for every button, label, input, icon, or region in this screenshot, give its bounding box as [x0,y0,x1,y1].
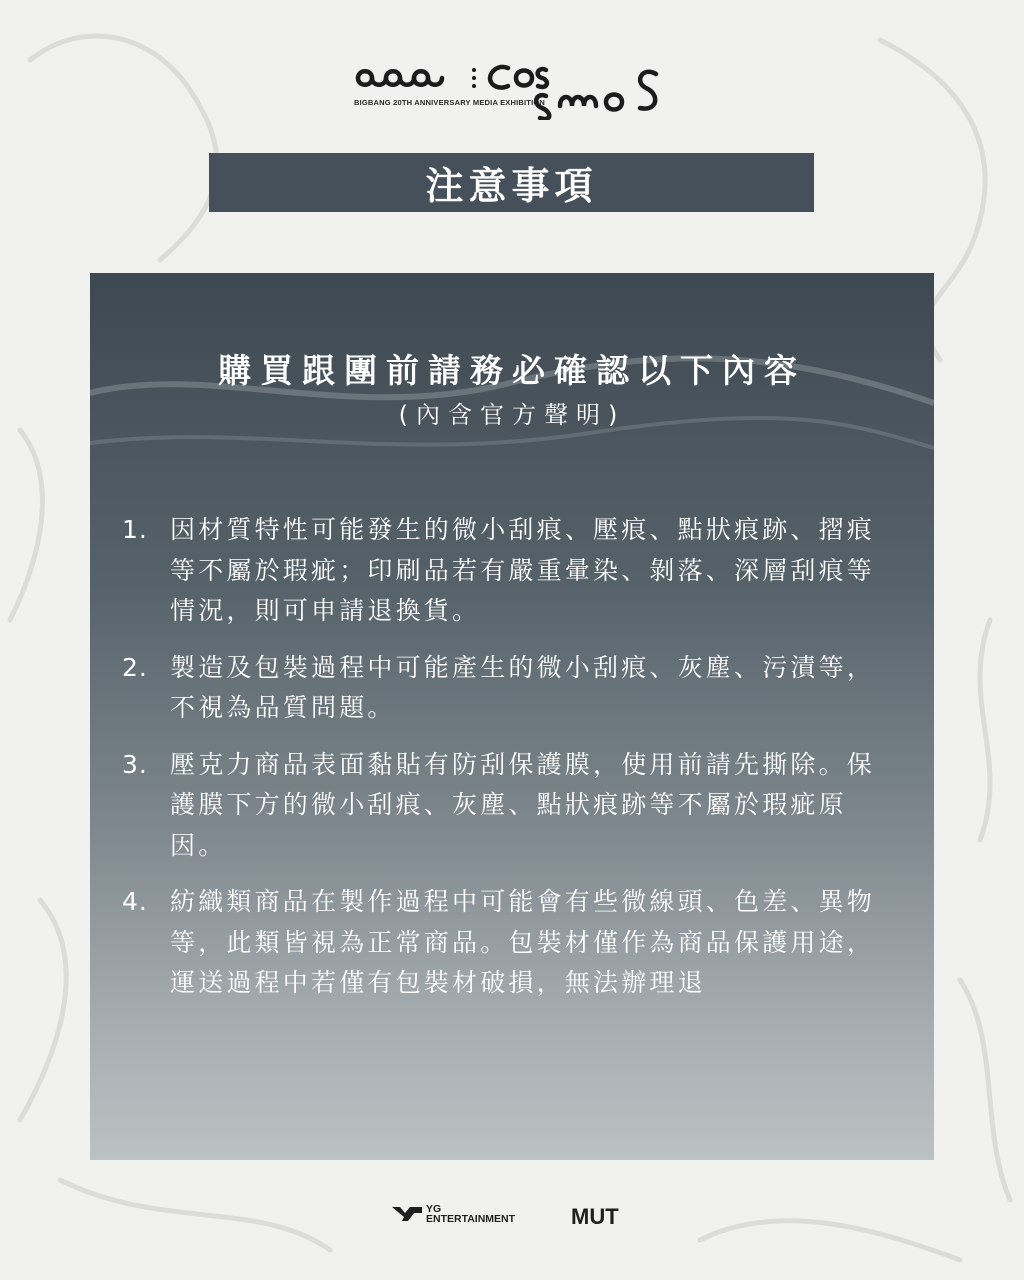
yg-mark-icon [392,1205,422,1223]
yg-entertainment-logo [392,1204,515,1224]
notice-list [122,510,892,1020]
item-text: 壓克力商品表面黏貼有防刮保護膜，使用前請先撕除。保護膜下方的微小刮痕、灰塵、點狀痕跡等不屬於瑕疵原因。 [170,749,876,860]
cosmos-logo-icon [350,56,680,120]
item-number: 2. [122,652,148,682]
list-item [122,745,892,867]
panel-heading: 購買跟團前請務必確認以下內容 [218,351,806,390]
notice-panel [90,273,934,1160]
item-number: 3. [122,749,148,779]
item-number: 4. [122,887,148,916]
item-text: 因材質特性可能發生的微小刮痕、壓痕、點狀痕跡、摺痕等不屬於瑕疵；印刷品若有嚴重暈染、剝落、深層刮痕等情況，則可申請退換貨。 [170,515,876,625]
list-item [122,648,892,729]
item-text: 紡織類商品在製作過程中可能會有些微線頭、色差、異物等，此類皆視為正常商品。包裝材僅作為商品保護用途，運送過程中若僅有包裝材破損，無法辦理退 [170,887,876,997]
yg-label-line2: ENTERTAINMENT [426,1213,516,1225]
exhibition-logo [350,56,680,120]
logo-subtitle: BIGBANG 20TH ANNIVERSARY MEDIA EXHIBITION [354,98,545,107]
item-text: 製造及包裝過程中可能產生的微小刮痕、灰塵、污漬等，不視為品質問題。 [170,652,876,722]
list-item [122,510,892,632]
item-number: 1. [122,515,148,544]
panel-subheading: (內含官方聲明) [398,401,626,429]
page-title: 注意事項 [209,153,814,212]
list-item [122,882,892,1004]
footer-logos [0,1200,1024,1240]
yg-label-line1: YG [426,1203,442,1215]
mut-logo: MUT [571,1204,619,1229]
